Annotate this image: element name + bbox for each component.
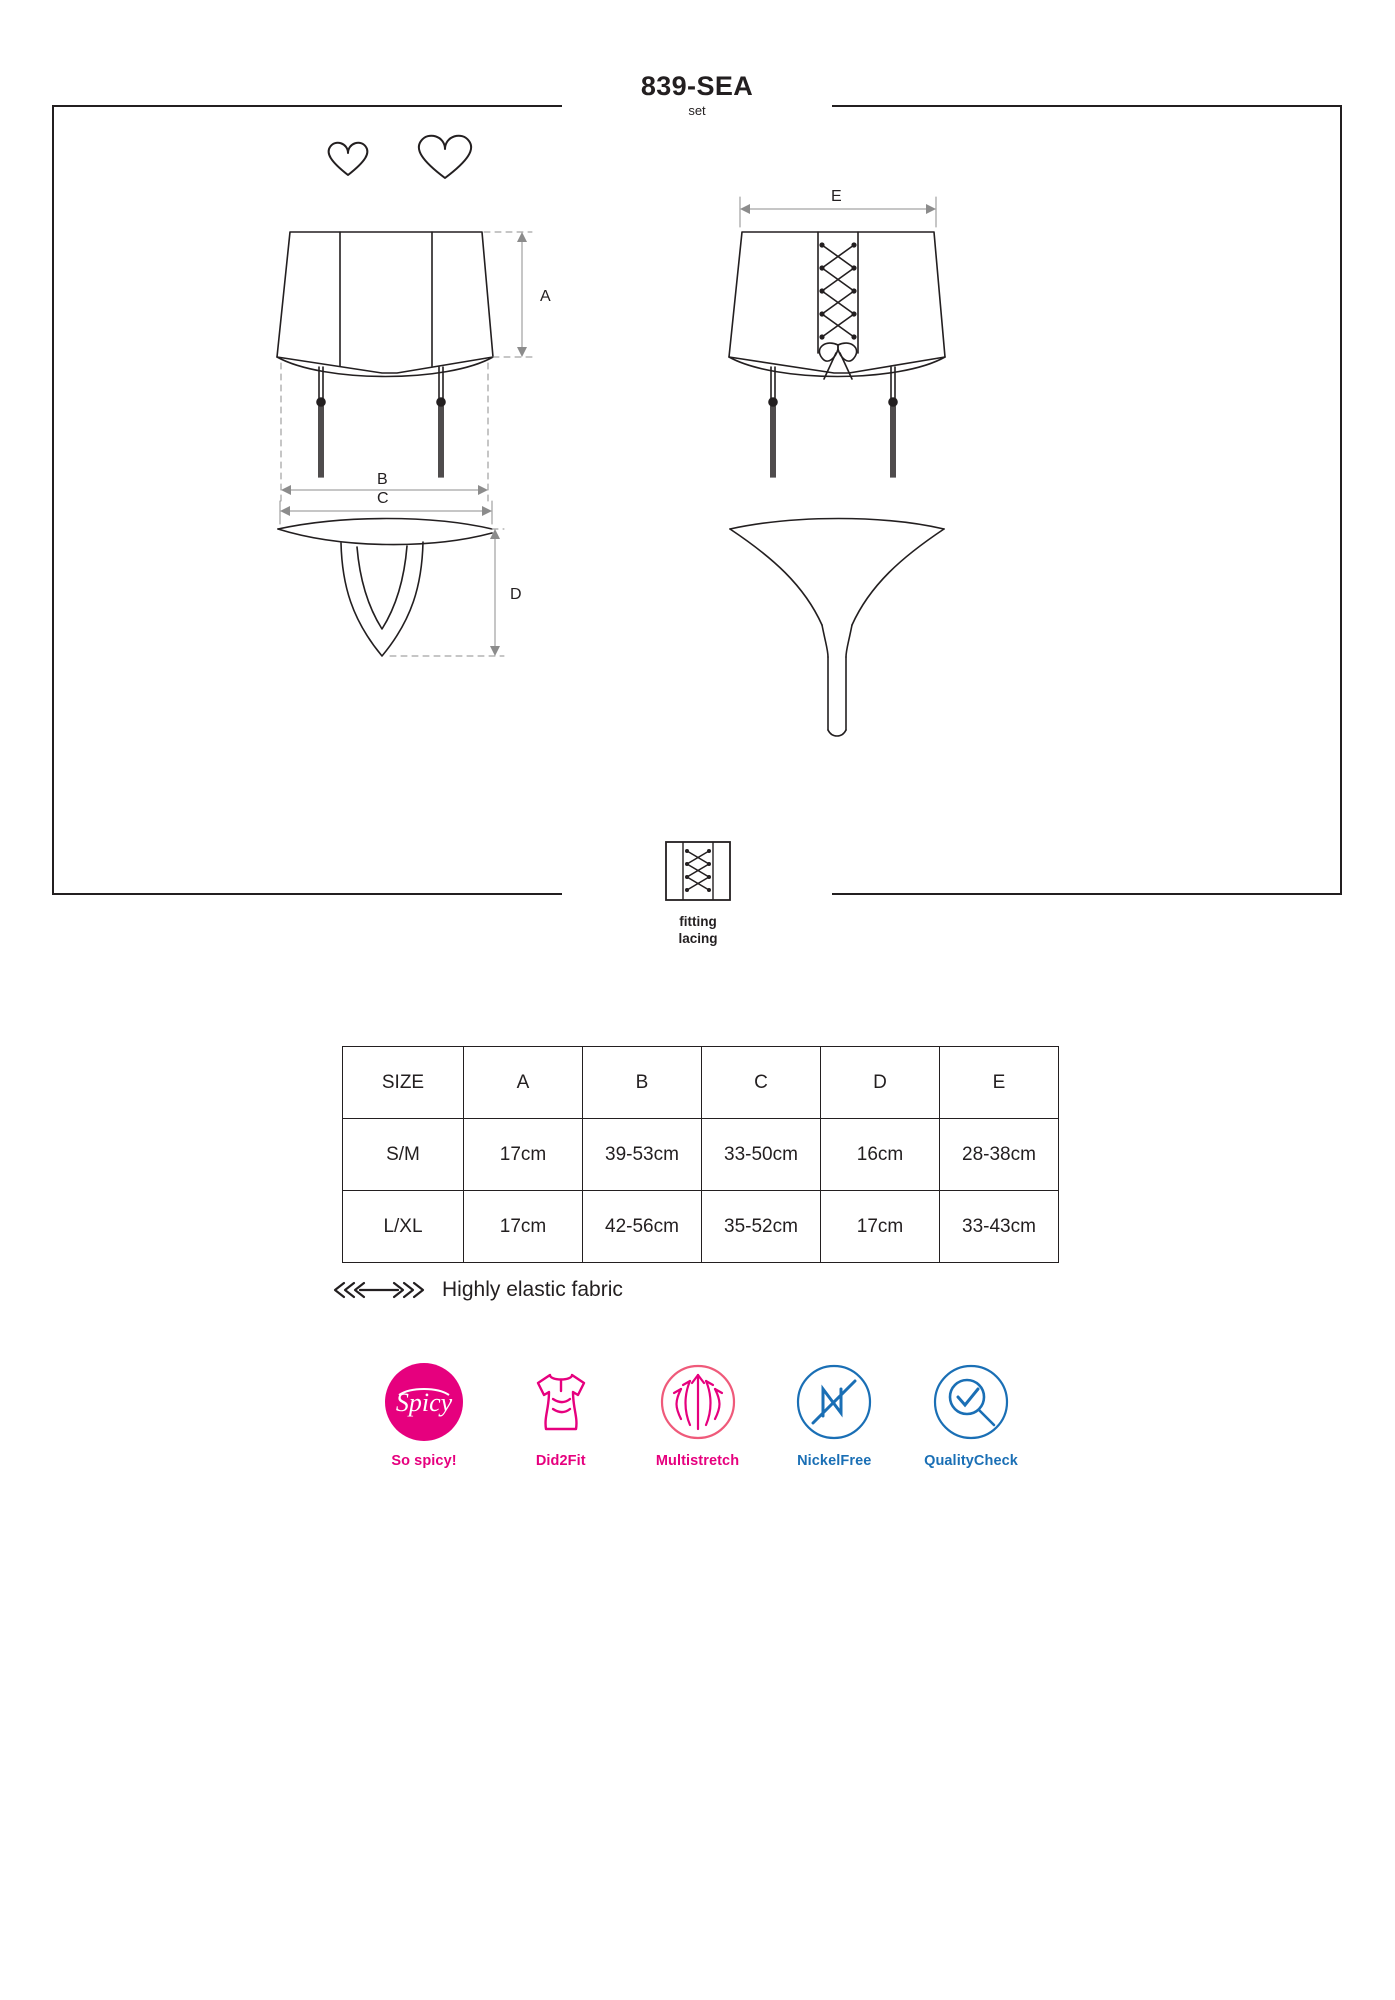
feature-caption: Multistretch — [655, 1453, 740, 1469]
feature-icons — [360, 1360, 1035, 1469]
heart-icon-small — [329, 143, 368, 175]
thong-front-view — [278, 519, 492, 657]
table-header-b: B — [583, 1047, 702, 1119]
cell-d: 17cm — [821, 1191, 940, 1263]
cell-e: 28-38cm — [940, 1119, 1059, 1191]
elastic-fabric-label: Highly elastic fabric — [442, 1278, 623, 1301]
feature-caption: Did2Fit — [535, 1453, 586, 1469]
cell-c: 33-50cm — [702, 1119, 821, 1191]
dimension-label-c: C — [377, 490, 389, 507]
feature-caption: NickelFree — [797, 1453, 872, 1469]
cell-size: L/XL — [343, 1191, 464, 1263]
cell-size: S/M — [343, 1119, 464, 1191]
nickel-free-icon — [770, 1360, 898, 1444]
quality-check-icon — [907, 1360, 1035, 1444]
lacing-badge-line1: fitting — [679, 914, 717, 929]
table-header-a: A — [464, 1047, 583, 1119]
cell-a: 17cm — [464, 1191, 583, 1263]
table-row — [343, 1119, 1059, 1191]
feature-multistretch — [634, 1360, 762, 1469]
cell-b: 39-53cm — [583, 1119, 702, 1191]
cell-d: 16cm — [821, 1119, 940, 1191]
garter-belt-front-view — [277, 232, 493, 477]
heart-icon-large — [419, 136, 471, 178]
dimension-label-e: E — [831, 188, 842, 205]
dimension-label-a: A — [540, 288, 551, 305]
dimension-label-b: B — [377, 471, 388, 488]
page-subtitle: set — [688, 103, 706, 119]
fitting-lacing-badge — [643, 840, 753, 948]
size-table — [342, 1046, 1059, 1263]
feature-did2fit — [497, 1360, 625, 1469]
lacing-badge-label — [643, 914, 753, 948]
spicy-badge-icon — [360, 1360, 488, 1444]
lacing-badge-line2: lacing — [678, 930, 718, 946]
table-header-row — [343, 1047, 1059, 1119]
feature-nickelfree — [770, 1360, 898, 1469]
elastic-fabric-note — [330, 1278, 623, 1302]
garter-belt-back-view — [729, 232, 945, 477]
table-header-size: SIZE — [343, 1047, 464, 1119]
cell-a: 17cm — [464, 1119, 583, 1191]
multistretch-icon — [634, 1360, 762, 1444]
table-header-e: E — [940, 1047, 1059, 1119]
feature-so-spicy — [360, 1360, 488, 1469]
dimension-label-d: D — [510, 586, 522, 603]
page-title: 839-SEA — [640, 71, 754, 101]
thong-back-view — [730, 519, 944, 737]
svg-text:Spicy: Spicy — [395, 1388, 453, 1417]
feature-caption: So spicy! — [391, 1453, 457, 1469]
double-arrow-stretch-icon — [330, 1279, 428, 1301]
table-row — [343, 1191, 1059, 1263]
feature-caption: QualityCheck — [924, 1453, 1018, 1469]
dress-fit-icon — [497, 1360, 625, 1444]
table-header-d: D — [821, 1047, 940, 1119]
table-header-c: C — [702, 1047, 821, 1119]
feature-qualitycheck — [907, 1360, 1035, 1469]
cell-e: 33-43cm — [940, 1191, 1059, 1263]
cell-c: 35-52cm — [702, 1191, 821, 1263]
spec-sheet — [52, 71, 1342, 895]
technical-drawings — [52, 105, 1342, 895]
lacing-icon — [664, 840, 732, 902]
cell-b: 42-56cm — [583, 1191, 702, 1263]
